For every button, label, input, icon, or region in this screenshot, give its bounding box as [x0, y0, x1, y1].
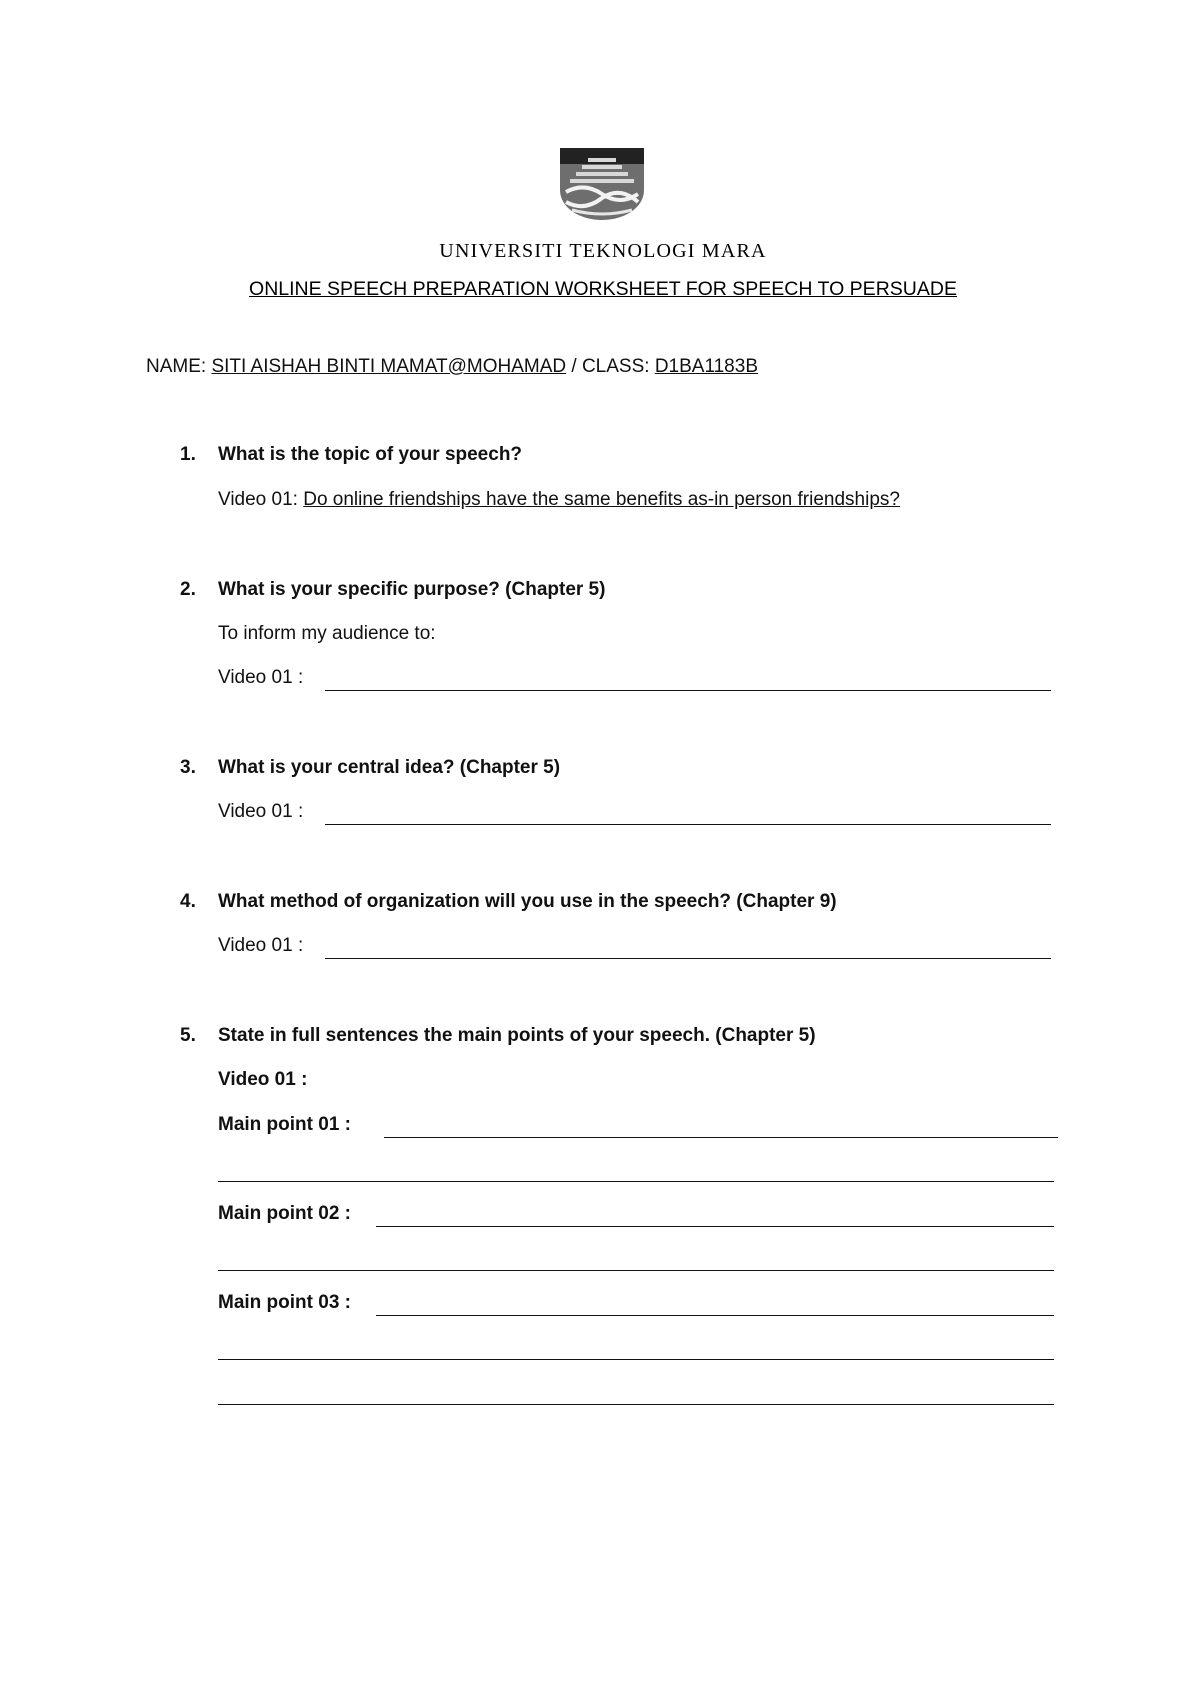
question-1: [180, 444, 522, 466]
question-3: [180, 757, 560, 779]
topic-answer: Do online friendships have the same benefits as-in person friendships?: [303, 489, 900, 510]
university-crest-icon: [558, 146, 646, 222]
name-label: NAME:: [146, 356, 207, 377]
question-4: [180, 891, 837, 913]
answer-line[interactable]: [325, 690, 1051, 691]
answer-label: Video 01 :: [218, 935, 304, 956]
question-5: [180, 1025, 816, 1047]
university-name: UNIVERSITI TEKNOLOGI MARA: [439, 240, 767, 262]
main-point-3-line-3[interactable]: [218, 1404, 1054, 1405]
answer-label: Video 01 :: [218, 801, 304, 822]
main-point-1-line-2[interactable]: [218, 1181, 1054, 1182]
answer-line[interactable]: [325, 824, 1051, 825]
question-text: What is the topic of your speech?: [218, 444, 523, 465]
question-number: 4.: [180, 891, 196, 912]
answer-line[interactable]: [325, 958, 1051, 959]
worksheet-title: ONLINE SPEECH PREPARATION WORKSHEET FOR SPEECH TO PERSUADE: [249, 278, 957, 300]
main-point-1-label: Main point 01 :: [218, 1114, 351, 1135]
class-label: / CLASS:: [571, 356, 650, 377]
question-2: [180, 579, 605, 601]
main-point-1-line[interactable]: [384, 1137, 1058, 1138]
answer-label: Video 01:: [218, 489, 298, 510]
question-text: State in full sentences the main points of your speech. (Chapter 5): [218, 1025, 816, 1046]
answer-1: [218, 489, 900, 511]
question-text: What method of organization will you use in the speech? (Chapter 9): [218, 891, 837, 912]
main-point-2-line[interactable]: [376, 1226, 1054, 1227]
question-text: What is your central idea? (Chapter 5): [218, 757, 561, 778]
class-code: D1BA1183B: [654, 356, 758, 377]
purpose-intro: To inform my audience to:: [218, 623, 436, 644]
main-point-2-line-2[interactable]: [218, 1270, 1054, 1271]
answer-label: Video 01 :: [218, 1069, 308, 1090]
main-point-3-line-2[interactable]: [218, 1359, 1054, 1360]
main-point-3-line[interactable]: [376, 1315, 1054, 1316]
question-number: 2.: [180, 579, 196, 600]
question-text: What is your specific purpose? (Chapter 5): [218, 579, 606, 600]
student-info: [146, 356, 758, 378]
main-point-3-label: Main point 03 :: [218, 1292, 351, 1313]
student-name: SITI AISHAH BINTI MAMAT@MOHAMAD: [211, 356, 567, 377]
question-number: 5.: [180, 1025, 196, 1046]
question-number: 1.: [180, 444, 196, 465]
main-point-2-label: Main point 02 :: [218, 1203, 351, 1224]
question-number: 3.: [180, 757, 196, 778]
answer-label: Video 01 :: [218, 667, 304, 688]
